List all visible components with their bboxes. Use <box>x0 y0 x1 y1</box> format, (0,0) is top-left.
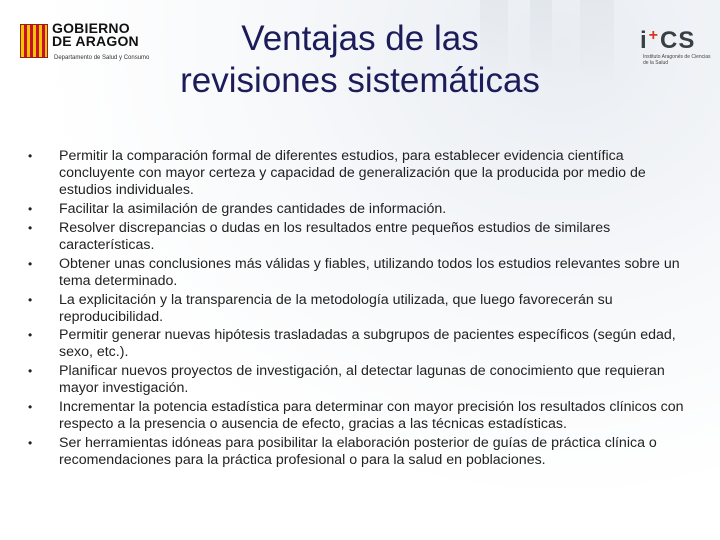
bullet-icon: • <box>28 328 33 343</box>
bullet-text: La explicitación y la transparencia de la metodología utilizada, que luego favorecerán su reproducibilidad. <box>59 291 613 325</box>
bullet-icon: • <box>28 149 33 163</box>
bullet-text: Facilitar la asimilación de grandes cantidades de información. <box>59 200 447 217</box>
bullet-text: Incrementar la potencia estadística para determinar con mayor precisión los resultados clínicos con respecto a la presencia o ausencia de efecto, gracias a las técnicas estadísticas. <box>59 399 684 433</box>
bullet-item <box>28 220 698 254</box>
bullet-item <box>28 363 698 397</box>
bullet-item <box>28 256 698 290</box>
bullet-text: Permitir generar nuevas hipótesis trasladadas a subgrupos de pacientes específicos (según edad, sexo, etc.). <box>59 327 676 361</box>
slide-title <box>120 18 600 102</box>
logo-line1: GOBIERNO <box>52 20 130 36</box>
bullet-item <box>28 201 698 218</box>
logo-department: Departamento de Salud y Consumo <box>54 55 150 61</box>
ics-logo-subtitle: Instituto Aragonés de Ciencias de la Salud <box>643 54 711 66</box>
title-line1: Ventajas de las <box>241 19 479 58</box>
bullet-item <box>28 292 698 326</box>
title-line2: revisiones sistemáticas <box>180 61 540 100</box>
bullet-icon: • <box>28 201 33 216</box>
bullet-icon: • <box>28 220 33 235</box>
bullet-icon: • <box>28 256 33 271</box>
bullet-icon: • <box>28 364 33 379</box>
aragon-shield-icon <box>20 24 48 58</box>
bullet-icon: • <box>28 292 33 307</box>
bullet-text: Obtener unas conclusiones más válidas y fiables, utilizando todos los estudios relevantes sobre un tema determinado. <box>59 255 680 289</box>
bullet-text: Permitir la comparación formal de diferentes estudios, para establecer evidencia científica concluyente con mayor certeza y capacidad de generalización que la producida por medio de estudios individuales. <box>59 148 646 198</box>
ics-logo-mark <box>640 22 695 55</box>
ics-logo <box>640 22 710 72</box>
bullet-list <box>28 148 698 471</box>
bullet-icon: • <box>28 436 33 451</box>
bullet-text: Planificar nuevos proyectos de investigación, al detectar lagunas de conocimiento que requieran mayor investigación. <box>59 363 665 397</box>
ics-plus: + <box>648 27 660 44</box>
bullet-item <box>28 327 698 361</box>
bullet-item <box>28 148 698 199</box>
ics-i: i <box>640 27 648 54</box>
logo-line2: DE ARAGON <box>52 33 139 49</box>
ics-cs: CS <box>660 27 696 54</box>
bullet-icon: • <box>28 400 33 415</box>
bullet-text: Resolver discrepancias o dudas en los resultados entre pequeños estudios de similares características. <box>59 219 611 253</box>
bullet-item <box>28 435 698 469</box>
bullet-item <box>28 399 698 433</box>
bullet-text: Ser herramientas idóneas para posibilitar la elaboración posterior de guías de práctica clínica o recomendaciones para la práctica profesional o para la salud en poblaciones. <box>59 435 657 469</box>
